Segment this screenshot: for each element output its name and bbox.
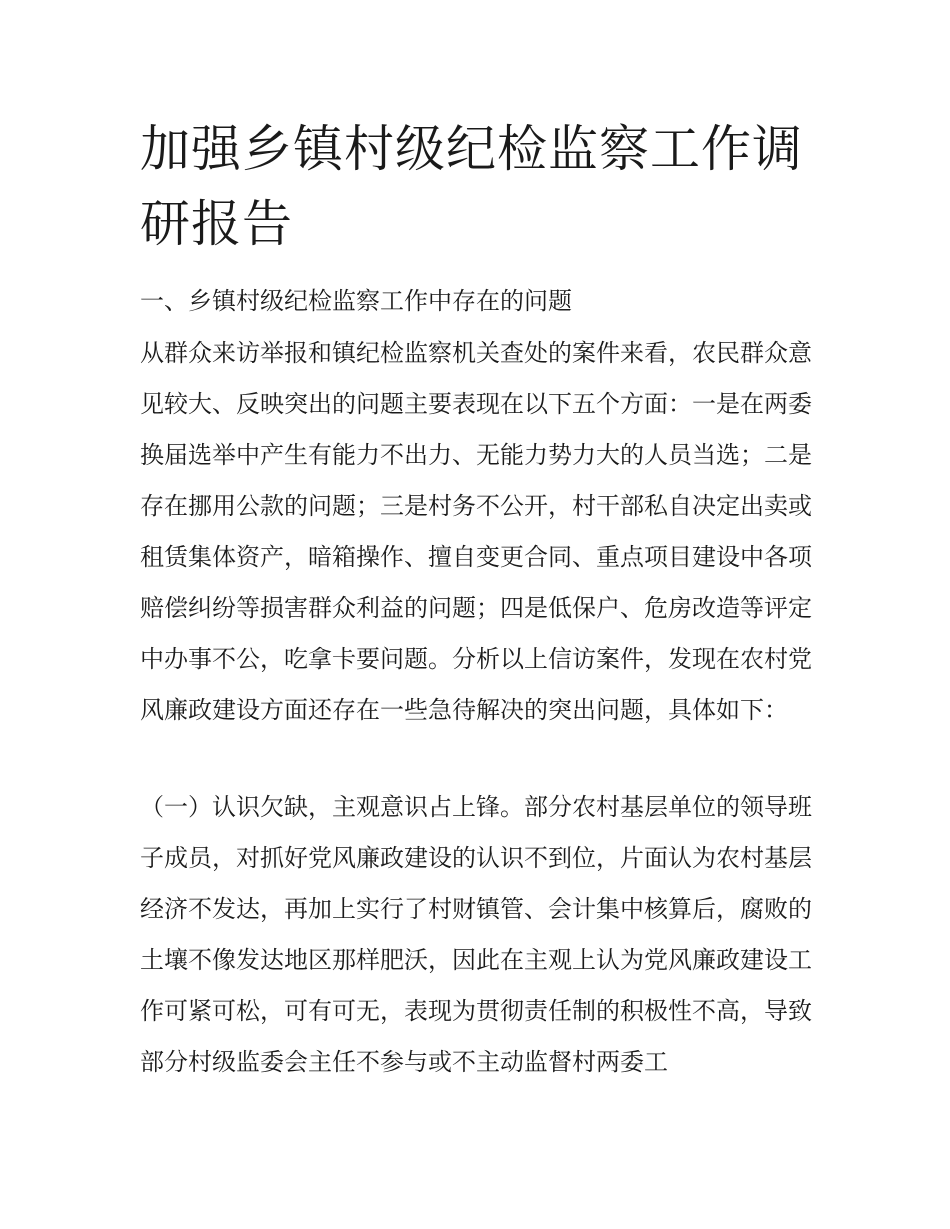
document-title: 加强乡镇村级纪检监察工作调研报告	[140, 120, 803, 253]
body-paragraph: （一）认识欠缺，主观意识占上锋。部分农村基层单位的领导班子成员，对抓好党风廉政建设的认识不到位，片面认为农村基层经济不发达，再加上实行了村财镇管、会计集中核算后，腐败的土壤不像发达地区那样肥沃，因此在主观上认为党风廉政建设工作可紧可松，可有可无，表现为贯彻责任制的积极性不高，导致部分村级监委会主任不参与或不主动监督村两委工	[140, 793, 812, 1076]
section-heading: 一、乡镇村级纪检监察工作中存在的问题	[140, 287, 572, 315]
body-paragraph: 从群众来访举报和镇纪检监察机关查处的案件来看，农民群众意见较大、反映突出的问题主要表现在以下五个方面：一是在两委换届选举中产生有能力不出力、无能力势力大的人员当选；二是存在挪用公款的问题；三是村务不公开，村干部私自决定出卖或租赁集体资产，暗箱操作、擅自变更合同、重点项目建设中各项赔偿纠纷等损害群众利益的问题；四是低保户、危房改造等评定中办事不公，吃拿卡要问题。分析以上信访案件，发现在农村党风廉政建设方面还存在一些急待解决的突出问题，具体如下：	[140, 339, 812, 724]
